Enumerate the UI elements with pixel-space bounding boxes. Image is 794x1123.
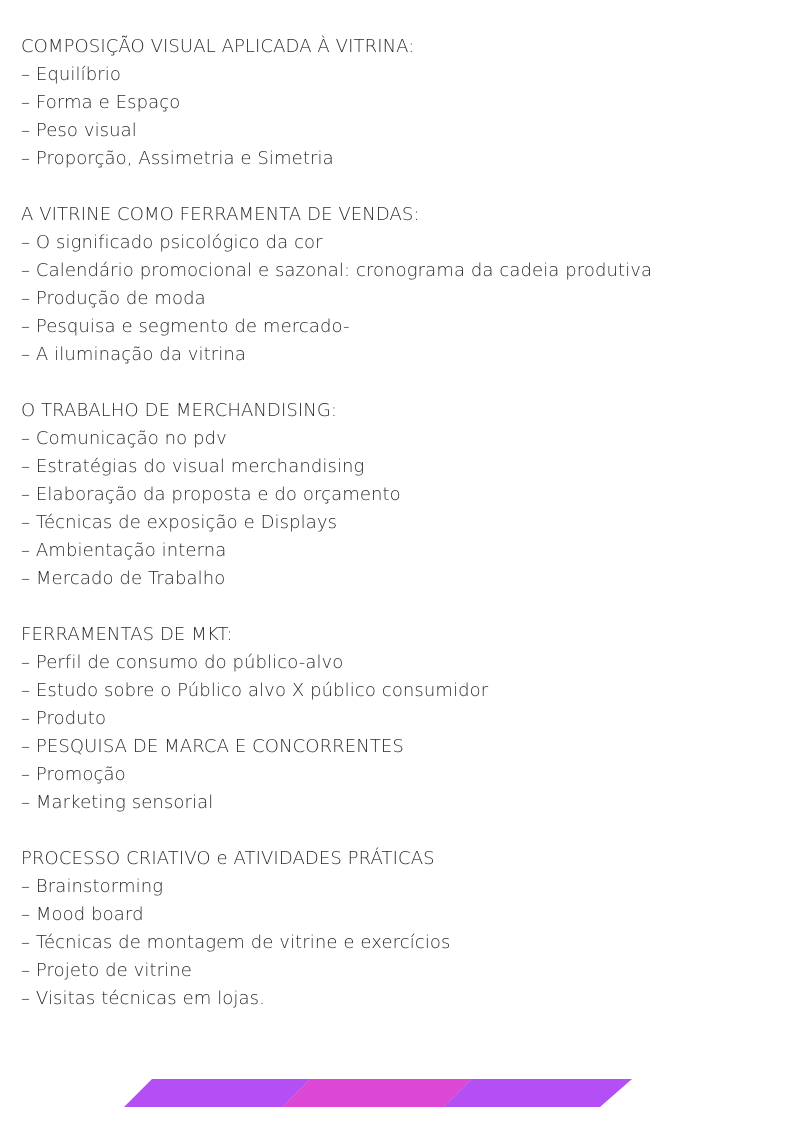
list-item: – Elaboração da proposta e do orçamento <box>21 484 401 505</box>
parallelogram-right <box>444 1079 632 1107</box>
section-heading: O TRABALHO DE MERCHANDISING: <box>21 400 338 421</box>
list-item: – Comunicação no pdv <box>21 428 227 449</box>
list-item: – Visitas técnicas em lojas. <box>21 988 265 1009</box>
list-item: – Marketing sensorial <box>21 792 214 813</box>
decorative-parallelogram-band <box>120 1078 640 1108</box>
list-item: – PESQUISA DE MARCA E CONCORRENTES <box>21 736 404 757</box>
list-item: – O significado psicológico da cor <box>21 232 323 253</box>
list-item: – Mercado de Trabalho <box>21 568 226 589</box>
list-item: – Projeto de vitrine <box>21 960 192 981</box>
section-merchandising <box>21 397 781 593</box>
section-processo-criativo <box>21 845 781 1013</box>
section-heading: FERRAMENTAS DE MKT: <box>21 624 233 645</box>
list-item: – Calendário promocional e sazonal: cronograma da cadeia produtiva <box>21 260 653 281</box>
section-heading: COMPOSIÇÃO VISUAL APLICADA À VITRINA: <box>21 36 415 57</box>
list-item: – Peso visual <box>21 120 137 141</box>
section-heading: A VITRINE COMO FERRAMENTA DE VENDAS: <box>21 204 420 225</box>
course-content <box>21 33 781 1041</box>
list-item: – Produto <box>21 708 107 729</box>
list-item: – Perfil de consumo do público-alvo <box>21 652 344 673</box>
parallelogram-left <box>124 1079 310 1107</box>
list-item: – Brainstorming <box>21 876 164 897</box>
parallelogram-middle <box>282 1079 472 1107</box>
list-item: – Mood board <box>21 904 144 925</box>
list-item: – Estratégias do visual merchandising <box>21 456 365 477</box>
list-item: – Forma e Espaço <box>21 92 181 113</box>
list-item: – Equilíbrio <box>21 64 121 85</box>
section-heading: PROCESSO CRIATIVO e ATIVIDADES PRÁTICAS <box>21 848 435 869</box>
list-item: – Pesquisa e segmento de mercado- <box>21 316 350 337</box>
list-item: – Proporção, Assimetria e Simetria <box>21 148 334 169</box>
section-vitrine-vendas <box>21 201 781 369</box>
list-item: – Ambientação interna <box>21 540 227 561</box>
section-composicao-visual <box>21 33 781 173</box>
list-item: – Técnicas de exposição e Displays <box>21 512 338 533</box>
list-item: – Produção de moda <box>21 288 206 309</box>
list-item: – Promoção <box>21 764 126 785</box>
list-item: – A iluminação da vitrina <box>21 344 247 365</box>
list-item: – Técnicas de montagem de vitrine e exercícios <box>21 932 451 953</box>
list-item: – Estudo sobre o Público alvo X público consumidor <box>21 680 489 701</box>
section-ferramentas-mkt <box>21 621 781 817</box>
